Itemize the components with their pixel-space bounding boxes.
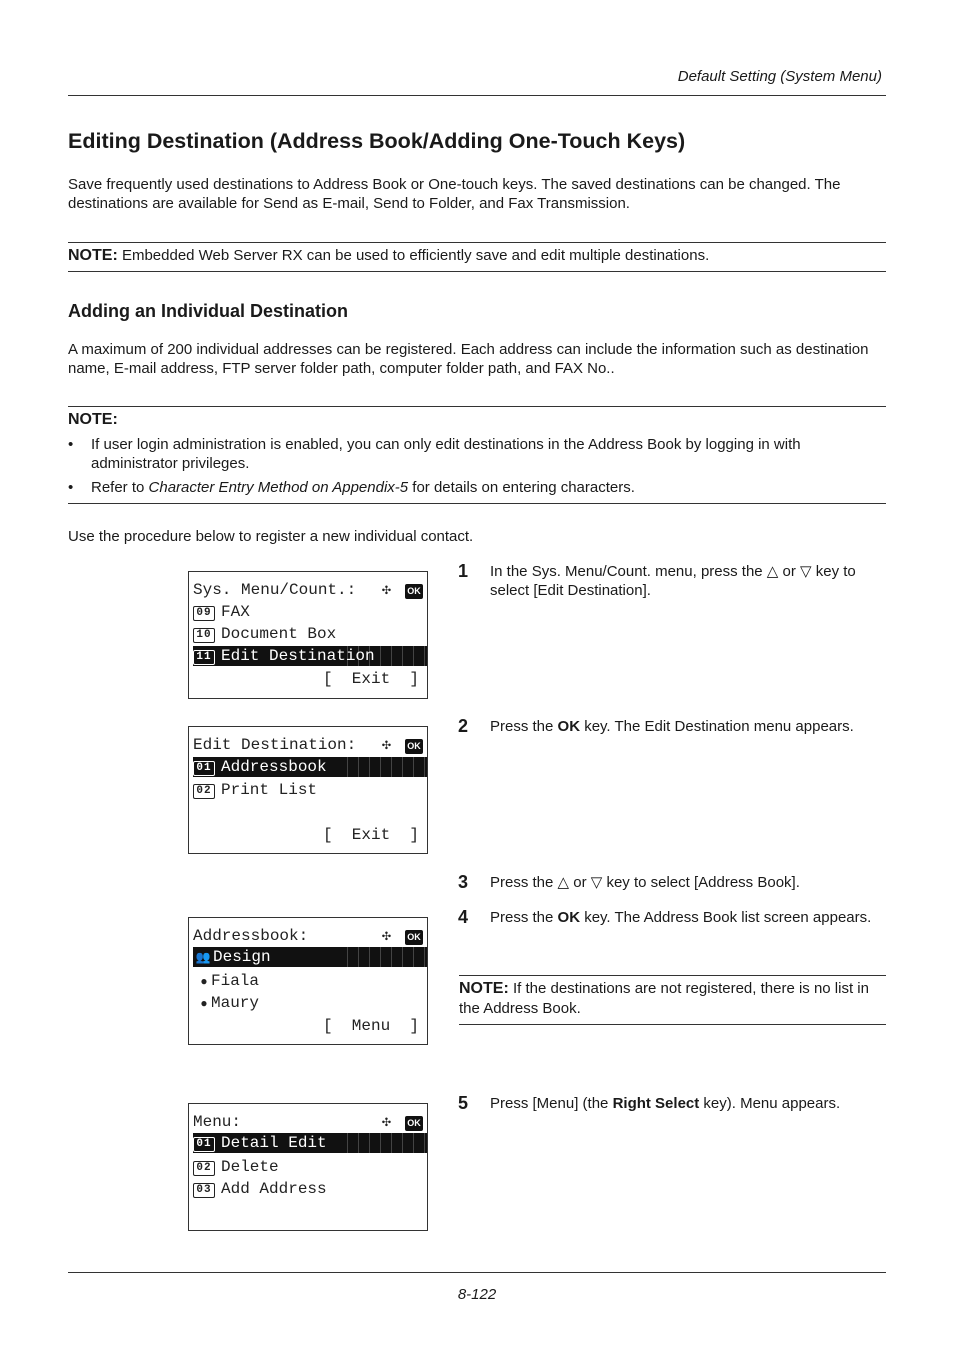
lcd-menu-item: 03 Add Address (193, 1179, 427, 1199)
lcd-menu-item: 02 Print List (193, 780, 427, 800)
page-number: 8-122 (457, 1286, 497, 1303)
step-text: Press the OK key. The Edit Destination menu appears. (490, 718, 854, 735)
group-icon: 👥 (195, 951, 211, 965)
lcd-menu-item-selected: 01 Detail Edit (193, 1133, 427, 1153)
ok-icon: OK (405, 739, 423, 754)
lcd-screen-sys-menu (188, 571, 428, 699)
note2-label: NOTE: (68, 411, 118, 428)
lcd-softkey-menu: [ Menu ] (322, 1017, 419, 1035)
lcd-title-row: Menu: ✣ OK (193, 1112, 427, 1132)
lcd-title-row: Sys. Menu/Count.: ✣ OK (193, 580, 427, 600)
note-rule-top (68, 242, 886, 243)
lcd-screen-addressbook (188, 917, 428, 1045)
note-bullet-2: • Refer to Character Entry Method on Appendix-5 for details on entering characters. (68, 479, 635, 496)
note-text: Embedded Web Server RX can be used to efficiently save and edit multiple destinations. (117, 247, 710, 264)
step-note: NOTE: If the destinations are not registered, there is no list in the Address Book. (459, 980, 869, 1017)
lcd-screen-edit-destination (188, 726, 428, 854)
step-text: Press [Menu] (the Right Select key). Menu appears. (490, 1095, 841, 1112)
step-text: Press the OK key. The Address Book list screen appears. (490, 909, 872, 926)
section-note (68, 246, 888, 265)
step-number: 5 (458, 1093, 469, 1113)
lcd-title-row: Addressbook: ✣ OK (193, 926, 427, 946)
step-number: 3 (458, 872, 469, 892)
step-number: 2 (458, 716, 469, 736)
ok-icon: OK (405, 584, 423, 599)
step-number: 4 (458, 907, 469, 927)
lcd-list-item: ● Maury (193, 993, 427, 1013)
note2-rule-bottom (68, 503, 886, 504)
lcd-list-item-selected: 👥 Design (193, 947, 427, 967)
lcd-menu-item-selected: 11 Edit Destination (193, 646, 427, 666)
procedure-intro: Use the procedure below to register a new individual contact. (68, 528, 474, 545)
lcd-menu-item: 10 Document Box (193, 624, 427, 644)
note-label: NOTE: (68, 247, 118, 264)
cross-arrows-icon: ✣ (381, 1114, 391, 1131)
note-bullet-1: • If user login administration is enabled, you can only edit destinations in the Address Book by logging in with administrator privileges. (68, 436, 801, 472)
subsection-intro: A maximum of 200 individual addresses can be registered. Each address can include the information such as destination name, E-mail address, FTP server folder path, computer folder path, and FAX No.. (68, 341, 869, 377)
step-text: Press the △ or ▽ key to select [Address Book]. (490, 874, 800, 891)
section-intro: Save frequently used destinations to Address Book or One-touch keys. The saved destinations can be changed. The destinations are available for Send as E-mail, Send to Folder, and Fax Transmission. (68, 176, 841, 212)
step-note-rule-top (459, 975, 886, 976)
step-note-rule-bottom (459, 1024, 886, 1025)
lcd-title-row: Edit Destination: ✣ OK (193, 735, 427, 755)
lcd-list-item: ● Fiala (193, 971, 427, 991)
ok-icon: OK (405, 930, 423, 945)
lcd-menu-item: 02 Delete (193, 1157, 427, 1177)
cross-arrows-icon: ✣ (381, 737, 391, 754)
ok-icon: OK (405, 1116, 423, 1131)
person-icon: ● (200, 997, 208, 1011)
header-rule (68, 95, 886, 96)
person-icon: ● (200, 975, 208, 989)
footer-rule (68, 1272, 886, 1273)
lcd-softkey-exit: [ Exit ] (322, 670, 419, 688)
note-rule-bottom (68, 271, 886, 272)
note2-rule-top (68, 406, 886, 407)
section-title: Editing Destination (Address Book/Adding One-Touch Keys) (68, 129, 686, 153)
step-number: 1 (458, 561, 469, 581)
lcd-menu-item: 09 FAX (193, 602, 427, 622)
step-text: In the Sys. Menu/Count. menu, press the △ or ▽ key to select [Edit Destination]. (490, 563, 856, 599)
appendix-reference[interactable]: Character Entry Method on Appendix-5 (148, 479, 409, 496)
running-header: Default Setting (System Menu) (677, 68, 882, 85)
subsection-title: Adding an Individual Destination (68, 301, 349, 321)
cross-arrows-icon: ✣ (381, 928, 391, 945)
lcd-softkey-exit: [ Exit ] (322, 826, 419, 844)
cross-arrows-icon: ✣ (381, 582, 391, 599)
lcd-menu-item-selected: 01 Addressbook (193, 757, 427, 777)
lcd-screen-menu (188, 1103, 428, 1231)
